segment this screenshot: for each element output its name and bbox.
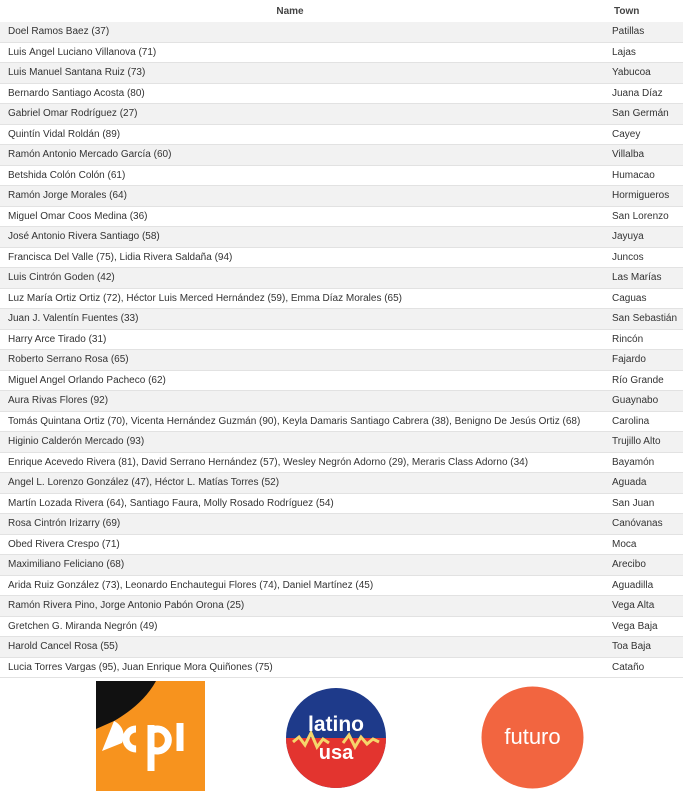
- latino-usa-line2: usa: [318, 742, 354, 764]
- victim-name-cell: Miguel Angel Orlando Pacheco (62): [8, 374, 166, 386]
- table-row: [0, 596, 683, 617]
- victim-name-cell: Ramón Rivera Pino, Jorge Antonio Pabón Orona (25): [8, 600, 245, 612]
- town-cell: Lajas: [612, 46, 636, 58]
- town-cell: Yabucoa: [612, 67, 651, 79]
- victim-name-cell: Betshida Colón Colón (61): [8, 169, 126, 181]
- table-row: [0, 186, 683, 207]
- town-cell: Canóvanas: [612, 518, 663, 530]
- victim-name-cell: Miguel Omar Coos Medina (36): [8, 210, 148, 222]
- town-cell: San Lorenzo: [612, 210, 669, 222]
- town-cell: Cataño: [612, 661, 645, 673]
- victim-name-cell: José Antonio Rivera Santiago (58): [8, 231, 160, 243]
- town-cell: Caguas: [612, 292, 647, 304]
- table-row: [0, 658, 683, 679]
- table-row: [0, 555, 683, 576]
- table-body: [0, 22, 683, 678]
- table-row: [0, 248, 683, 269]
- town-cell: Cayey: [612, 128, 641, 140]
- table-row: [0, 412, 683, 433]
- table-row: [0, 514, 683, 535]
- town-cell: Hormigueros: [612, 190, 670, 202]
- town-cell: Aguadilla: [612, 579, 654, 591]
- table-row: [0, 576, 683, 597]
- town-cell: Vega Alta: [612, 600, 655, 612]
- victim-name-cell: Luis Ángel Luciano Villanova (71): [8, 46, 157, 58]
- table-row: [0, 145, 683, 166]
- victim-name-cell: Ramón Antonio Mercado García (60): [8, 149, 172, 161]
- table-row: [0, 330, 683, 351]
- town-cell: Juana Díaz: [612, 87, 663, 99]
- table-row: [0, 289, 683, 310]
- table-row: [0, 309, 683, 330]
- town-cell: Trujillo Alto: [612, 436, 661, 448]
- victim-name-cell: Quintín Vidal Roldán (89): [8, 128, 121, 140]
- victim-name-cell: Higinio Calderón Mercado (93): [8, 436, 145, 448]
- victim-name-cell: Harold Cancel Rosa (55): [8, 641, 119, 653]
- table-row: [0, 453, 683, 474]
- victim-name-cell: Juan J. Valentín Fuentes (33): [8, 313, 139, 325]
- town-cell: Moca: [612, 538, 637, 550]
- table-row: [0, 473, 683, 494]
- town-cell: Jayuya: [612, 231, 644, 243]
- town-cell: Arecibo: [612, 559, 646, 571]
- victim-name-cell: Enrique Acevedo Rivera (81), David Serrano Hernández (57), Wesley Negrón Adorno (29), Meraris Class Adorno (34): [8, 456, 529, 468]
- victim-name-cell: Ramón Jorge Morales (64): [8, 190, 127, 202]
- victim-name-cell: Martín Lozada Rivera (64), Santiago Faura, Molly Rosado Rodríguez (54): [8, 497, 334, 509]
- table-row: [0, 371, 683, 392]
- cpi-logo[interactable]: [96, 681, 205, 791]
- table-row: [0, 104, 683, 125]
- victim-name-cell: Ángel L. Lorenzo González (47), Héctor L. Matías Torres (52): [8, 477, 280, 489]
- futuro-wordmark: futuro: [504, 724, 561, 749]
- town-cell: Bayamón: [612, 456, 655, 468]
- town-cell: Patillas: [612, 26, 645, 38]
- town-cell: San Sebastián: [612, 313, 678, 325]
- table-row: [0, 535, 683, 556]
- victim-name-cell: Gabriel Omar Rodríguez (27): [8, 108, 138, 120]
- town-cell: San Germán: [612, 108, 669, 120]
- town-cell: Guaynabo: [612, 395, 659, 407]
- table-row: [0, 43, 683, 64]
- town-cell: Humacao: [612, 169, 655, 181]
- town-cell: Aguada: [612, 477, 647, 489]
- victim-name-cell: Harry Arce Tirado (31): [8, 333, 107, 345]
- victim-name-cell: Luis Cintrón Goden (42): [8, 272, 115, 284]
- partner-logos: [0, 681, 683, 799]
- town-cell: Río Grande: [612, 374, 664, 386]
- table-row: [0, 22, 683, 43]
- town-cell: Carolina: [612, 415, 650, 427]
- table-row: [0, 125, 683, 146]
- town-cell: Fajardo: [612, 354, 646, 366]
- town-cell: Las Marías: [612, 272, 662, 284]
- table-row: [0, 227, 683, 248]
- town-cell: San Juan: [612, 497, 655, 509]
- table-row: [0, 207, 683, 228]
- victim-name-cell: Tomás Quintana Ortiz (70), Vicenta Hernández Guzmán (90), Keyla Damaris Santiago Cabrera (38), Benigno De Jesús Ortiz (68): [8, 415, 581, 427]
- victim-name-cell: Luis Manuel Santana Ruiz (73): [8, 67, 146, 79]
- town-cell: Villalba: [612, 149, 645, 161]
- victim-name-cell: Aura Rivas Flores (92): [8, 395, 109, 407]
- latino-usa-logo[interactable]: [285, 687, 387, 789]
- table-row: [0, 494, 683, 515]
- town-cell: Rincón: [612, 333, 644, 345]
- town-cell: Toa Baja: [612, 641, 651, 653]
- table-row: [0, 63, 683, 84]
- table-row: [0, 637, 683, 658]
- cpi-logo-text: cpi: [149, 785, 151, 786]
- town-cell: Juncos: [612, 251, 644, 263]
- town-column-header[interactable]: Town: [614, 5, 640, 17]
- victim-name-cell: Luz María Ortiz Ortiz (72), Héctor Luis Merced Hernández (59), Emma Díaz Morales (65): [8, 292, 403, 304]
- victim-name-cell: Maximiliano Feliciano (68): [8, 559, 125, 571]
- victim-name-cell: Rosa Cintrón Irizarry (69): [8, 518, 121, 530]
- town-cell: Vega Baja: [612, 620, 658, 632]
- table-row: [0, 84, 683, 105]
- table-row: [0, 432, 683, 453]
- victim-name-cell: Francisca Del Valle (75), Lidia Rivera Saldaña (94): [8, 251, 233, 263]
- victim-name-cell: Gretchen G. Miranda Negrón (49): [8, 620, 158, 632]
- name-column-header[interactable]: Name: [276, 5, 304, 17]
- table-row: [0, 391, 683, 412]
- table-row: [0, 268, 683, 289]
- victim-name-cell: Doel Ramos Baez (37): [8, 26, 110, 38]
- victim-name-cell: Roberto Serrano Rosa (65): [8, 354, 129, 366]
- victim-name-cell: Obed Rivera Crespo (71): [8, 538, 120, 550]
- table-header: [0, 0, 683, 22]
- victim-name-cell: Arida Ruiz González (73), Leonardo Enchautegui Flores (74), Daniel Martínez (45): [8, 579, 374, 591]
- futuro-logo[interactable]: [481, 686, 584, 789]
- victim-name-cell: Bernardo Santiago Acosta (80): [8, 87, 145, 99]
- victim-name-cell: Lucia Torres Vargas (95), Juan Enrique Mora Quiñones (75): [8, 661, 273, 673]
- table-row: [0, 166, 683, 187]
- table-row: [0, 617, 683, 638]
- table-row: [0, 350, 683, 371]
- latino-usa-line1: latino: [308, 713, 364, 736]
